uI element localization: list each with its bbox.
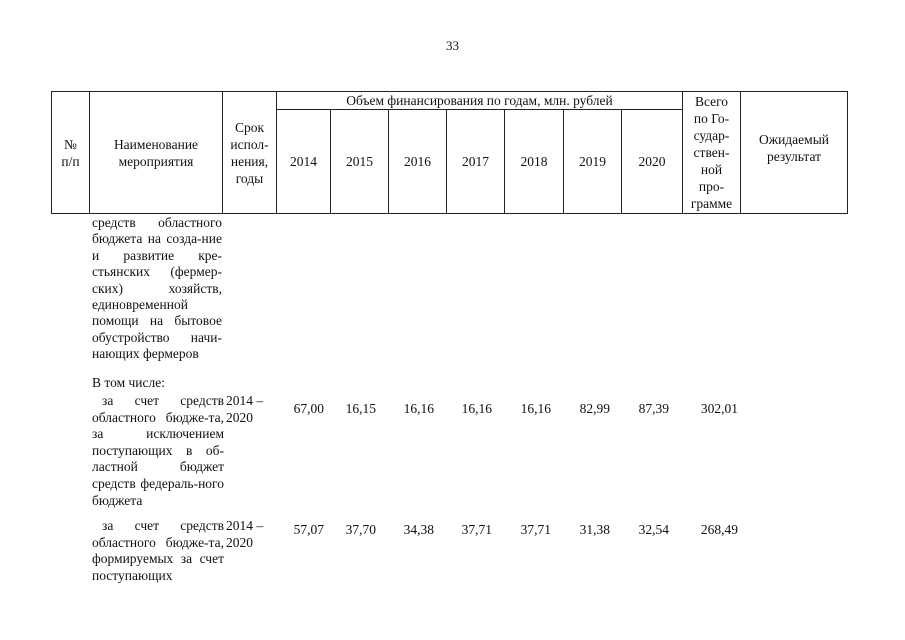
row-value: 16,16 xyxy=(461,401,492,416)
row-value: 37,71 xyxy=(520,522,551,537)
row-value: 34,38 xyxy=(403,522,434,537)
row-value: 37,71 xyxy=(461,522,492,537)
table-row xyxy=(92,518,224,584)
including-label: В том числе: xyxy=(92,375,165,390)
header-result: Ожидаемый результат xyxy=(741,92,848,214)
row-total: 268,49 xyxy=(700,522,738,537)
header-year: 2017 xyxy=(447,110,505,214)
row-period: 2014 – 2020 xyxy=(226,518,264,550)
continued-measure-text: средств областного бюджета на созда-ние и развитие кре-стьянских (фермер-ских) хозяйств, единовременной помощи на бытовое обустройство начи-нающих фермеров xyxy=(92,215,222,362)
header-year: 2019 xyxy=(564,110,622,214)
row-value: 16,16 xyxy=(403,401,434,416)
row-value: 16,16 xyxy=(520,401,551,416)
header-year: 2014 xyxy=(277,110,331,214)
header-number: № п/п xyxy=(52,92,90,214)
header-year: 2015 xyxy=(331,110,389,214)
row-period: 2014 – 2020 xyxy=(226,393,264,425)
row-text: за счет средств областного бюдже-та, формируемых за счет поступающих xyxy=(92,518,224,583)
header-year: 2018 xyxy=(505,110,564,214)
row-value: 67,00 xyxy=(293,401,324,416)
header-period: Срок испол- нения, годы xyxy=(223,92,277,214)
row-total: 302,01 xyxy=(700,401,738,416)
row-value: 32,54 xyxy=(638,522,669,537)
row-value: 37,70 xyxy=(345,522,376,537)
header-financing: Объем финансирования по годам, млн. рублей xyxy=(277,92,683,110)
row-value: 57,07 xyxy=(293,522,324,537)
row-value: 82,99 xyxy=(579,401,610,416)
table-row xyxy=(92,393,224,509)
row-text: за счет средств областного бюдже-та, за исключением поступающих в об-ластной бюджет средств федераль-ного бюджета xyxy=(92,393,224,508)
row-value: 31,38 xyxy=(579,522,610,537)
header-year: 2016 xyxy=(389,110,447,214)
header-name: Наименование мероприятия xyxy=(90,92,223,214)
row-value: 16,15 xyxy=(345,401,376,416)
header-year: 2020 xyxy=(622,110,683,214)
header-total: Всего по Го- судар- ствен- ной про- грамме xyxy=(683,92,741,214)
row-value: 87,39 xyxy=(638,401,669,416)
page-number: 33 xyxy=(446,38,459,53)
